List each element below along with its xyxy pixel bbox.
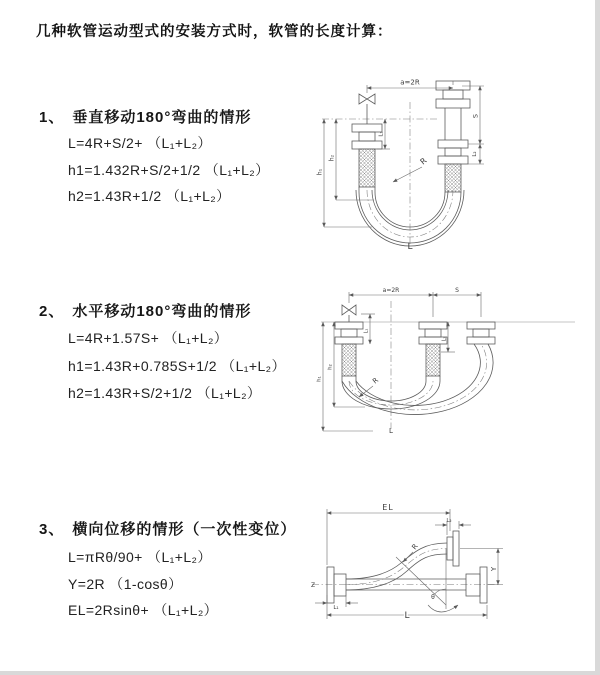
dim-l: [327, 595, 487, 621]
left-flange-assembly: [327, 567, 466, 603]
label-a2r: a=2R: [382, 287, 400, 294]
section-1-title: 垂直移动180°弯曲的情形: [72, 109, 252, 126]
label-el: EL: [382, 503, 394, 512]
radius-leader: [393, 156, 429, 182]
section-2-title: 水平移动180°弯曲的情形: [72, 303, 252, 320]
label-h2: h₂: [328, 154, 336, 162]
section-2-heading: [39, 300, 251, 321]
label-h2: h₂: [327, 364, 334, 370]
label-r: R: [371, 376, 381, 386]
hose-u-bends: [342, 344, 493, 415]
diagram-lateral-displacement: [300, 495, 600, 645]
section-3-title: 横向位移的情形（一次性变位）: [72, 521, 297, 538]
hose-s-curve: [346, 543, 447, 590]
label-r: R: [410, 542, 420, 552]
page-edge-right: [595, 0, 600, 675]
braided-hose-section: [359, 149, 375, 187]
valve-icon: [359, 94, 375, 124]
displaced-flange-assembly: [447, 531, 459, 566]
formula-1-2: h1=1.432R+S/2+1/2 （L₁+L₂）: [68, 162, 270, 178]
label-s: S: [455, 287, 459, 294]
right-flange-assembly: [436, 81, 470, 192]
label-y: Y: [490, 566, 498, 572]
label-l1: L₁: [378, 131, 385, 137]
section-1-number: 1、: [39, 109, 65, 126]
label-l2: L₂: [472, 151, 478, 157]
dim-l2: [441, 322, 455, 352]
formula-3-2: Y=2R （1-cosθ）: [68, 576, 183, 592]
left-flange-assembly: [352, 124, 382, 187]
dim-a2r-s: [349, 287, 481, 317]
label-r: R: [418, 156, 429, 167]
label-h1: h₁: [316, 168, 324, 176]
angle-theta-construction: [396, 549, 458, 612]
dim-l1: [377, 119, 390, 149]
centerlines: [322, 102, 437, 244]
section-3-number: 3、: [39, 521, 65, 538]
braided-hose-section: [445, 164, 461, 192]
label-h1: h₁: [316, 376, 323, 382]
label-l2: L₂: [441, 336, 448, 342]
formula-2-2: h1=1.43R+0.785S+1/2 （L₁+L₂）: [68, 358, 286, 374]
diagram-horizontal-180-bend: [313, 281, 598, 436]
page-title: 几种软管运动型式的安装方式时，软管的长度计算：: [36, 24, 393, 40]
formula-1-1: L=4R+S/2+ （L₁+L₂）: [68, 135, 212, 151]
middle-flange-assembly: [419, 322, 447, 376]
section-1-heading: [39, 106, 251, 127]
right-flange-assembly: [467, 322, 495, 344]
left-flange-assembly: [335, 322, 363, 376]
label-l: L: [407, 242, 413, 252]
page-edge-bottom: [0, 671, 600, 675]
formula-1-3: h2=1.43R+1/2 （L₁+L₂）: [68, 188, 231, 204]
label-l: L: [389, 427, 393, 435]
formula-2-3: h2=1.43R+S/2+1/2 （L₁+L₂）: [68, 385, 262, 401]
label-l: L: [404, 611, 410, 621]
dim-h1-h2: [317, 322, 374, 431]
diagram-vertical-180-bend: [312, 72, 597, 252]
formula-2-1: L=4R+1.57S+ （L₁+L₂）: [68, 330, 229, 346]
label-l1: L₁: [333, 605, 339, 611]
label-l1: L₁: [363, 328, 370, 334]
formula-3-1: L=πRθ/90+ （L₁+L₂）: [68, 549, 212, 565]
label-theta: θ: [431, 594, 435, 601]
valve-icon: [342, 305, 356, 322]
dim-s-l2: [462, 86, 484, 164]
label-s: S: [471, 113, 480, 119]
section-3-heading: [39, 518, 296, 539]
formula-3-3: EL=2Rsinθ+ （L₁+L₂）: [68, 602, 219, 618]
right-flange-assembly: [466, 567, 487, 603]
section-2-number: 2、: [39, 303, 65, 320]
label-a2r: a=2R: [400, 78, 420, 87]
braided-hose-section: [342, 344, 356, 376]
label-l2: L₂: [446, 518, 452, 524]
dim-y: [460, 549, 503, 585]
braided-hose-section: [426, 344, 440, 376]
label-z: Z: [310, 582, 316, 589]
dim-l1: [315, 603, 358, 611]
pipe-centerline: [311, 582, 500, 589]
